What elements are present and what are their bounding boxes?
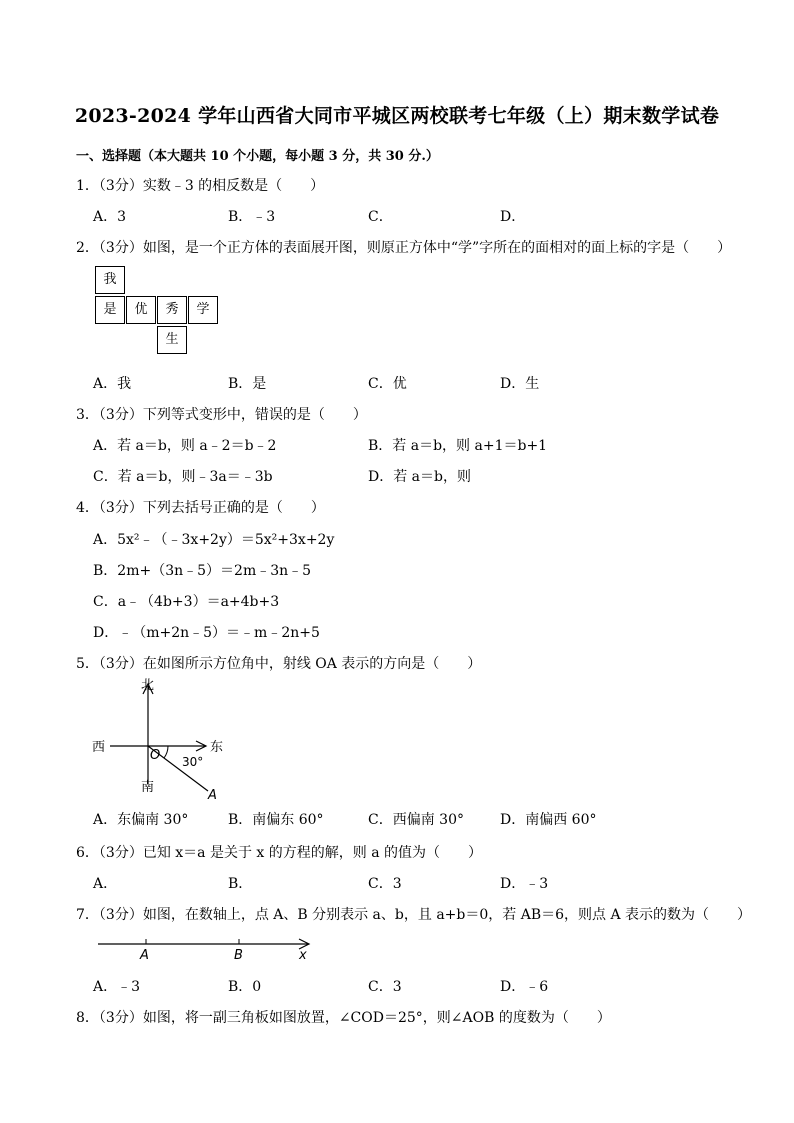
net-cell-wo: 我 <box>95 266 125 294</box>
question-2-option-a: A．我 <box>93 376 132 392</box>
label-x: x <box>299 948 307 963</box>
label-a: A <box>140 948 149 963</box>
question-5-option-a: A．东偏南 30° <box>93 812 189 828</box>
question-2-option-c: C．优 <box>368 376 407 392</box>
question-5-stem: 5．（3分）在如图所示方位角中，射线 OA 表示的方向是（ ） <box>76 656 482 672</box>
net-cell-xiu: 秀 <box>157 296 187 324</box>
label-angle: 30° <box>182 755 204 769</box>
question-5-option-d: D．南偏西 60° <box>500 812 597 828</box>
question-6-option-d: D．﹣3 <box>500 876 549 892</box>
section-heading: 一、选择题（本大题共 10 个小题，每小题 3 分，共 30 分.） <box>76 149 439 164</box>
question-4-option-a: A．5x²﹣（﹣3x+2y）＝5x²+3x+2y <box>93 532 335 548</box>
question-1-stem: 1．（3分）实数﹣3 的相反数是（ ） <box>76 178 325 194</box>
label-b: B <box>234 948 243 963</box>
page-title: 2023-2024 学年山西省大同市平城区两校联考七年级（上）期末数学试卷 <box>74 105 720 127</box>
question-4-option-b: B．2m+（3n﹣5）＝2m﹣3n﹣5 <box>93 563 312 579</box>
question-2-option-d: D．生 <box>500 376 540 392</box>
net-cell-shi: 是 <box>95 296 125 324</box>
label-east: 东 <box>210 740 224 755</box>
label-west: 西 <box>92 740 106 755</box>
question-3-option-a: A．若 a＝b，则 a﹣2＝b﹣2 <box>93 438 277 454</box>
label-origin: O <box>150 748 161 763</box>
question-7-option-a: A．﹣3 <box>93 979 141 995</box>
label-south: 南 <box>141 780 155 795</box>
angle-arc <box>164 746 168 758</box>
question-7-stem: 7．（3分）如图，在数轴上，点 A、B 分别表示 a、b，且 a+b＝0，若 AB＝6，则点 A 表示的数为（ ） <box>76 907 752 923</box>
question-7-option-b: B．0 <box>228 979 262 995</box>
question-3-stem: 3．（3分）下列等式变形中，错误的是（ ） <box>76 407 367 423</box>
cube-net-figure <box>95 266 225 362</box>
net-cell-you: 优 <box>126 296 156 324</box>
question-6-option-b: B． <box>228 876 253 892</box>
question-1-option-d: D． <box>500 209 526 225</box>
question-2-option-b: B．是 <box>228 376 267 392</box>
question-5-option-c: C．西偏南 30° <box>368 812 464 828</box>
question-6-option-c: C．3 <box>368 876 402 892</box>
question-6-option-a: A． <box>93 876 118 892</box>
question-1-option-b: B．﹣3 <box>228 209 276 225</box>
question-3-option-d: D．若 a＝b，则 <box>368 469 471 485</box>
question-7-option-c: C．3 <box>368 979 402 995</box>
label-north: 北 <box>141 678 155 693</box>
question-4-stem: 4．（3分）下列去括号正确的是（ ） <box>76 500 325 516</box>
question-7-option-d: D．﹣6 <box>500 979 549 995</box>
question-3-option-c: C．若 a＝b，则﹣3a＝﹣3b <box>93 469 273 485</box>
compass-figure <box>88 674 238 804</box>
label-point-a: A <box>208 788 217 803</box>
question-1-option-a: A．3 <box>93 209 127 225</box>
question-4-option-c: C．a﹣（4b+3）＝a+4b+3 <box>93 594 280 610</box>
question-2-stem: 2．（3分）如图，是一个正方体的表面展开图，则原正方体中“学”字所在的面相对的面上标的字是（ ） <box>76 240 732 256</box>
net-cell-xue: 学 <box>188 296 218 324</box>
question-3-option-b: B．若 a＝b，则 a+1＝b+1 <box>368 438 548 454</box>
question-5-option-b: B．南偏东 60° <box>228 812 324 828</box>
number-line-figure <box>94 934 324 964</box>
question-4-option-d: D．﹣（m+2n﹣5）＝﹣m﹣2n+5 <box>93 625 320 641</box>
question-8-stem: 8．（3分）如图，将一副三角板如图放置，∠COD＝25°，则∠AOB 的度数为（ ） <box>76 1010 611 1026</box>
net-cell-sheng: 生 <box>157 326 187 354</box>
question-6-stem: 6．（3分）已知 x＝a 是关于 x 的方程的解，则 a 的值为（ ） <box>76 845 482 861</box>
question-1-option-c: C． <box>368 209 393 225</box>
